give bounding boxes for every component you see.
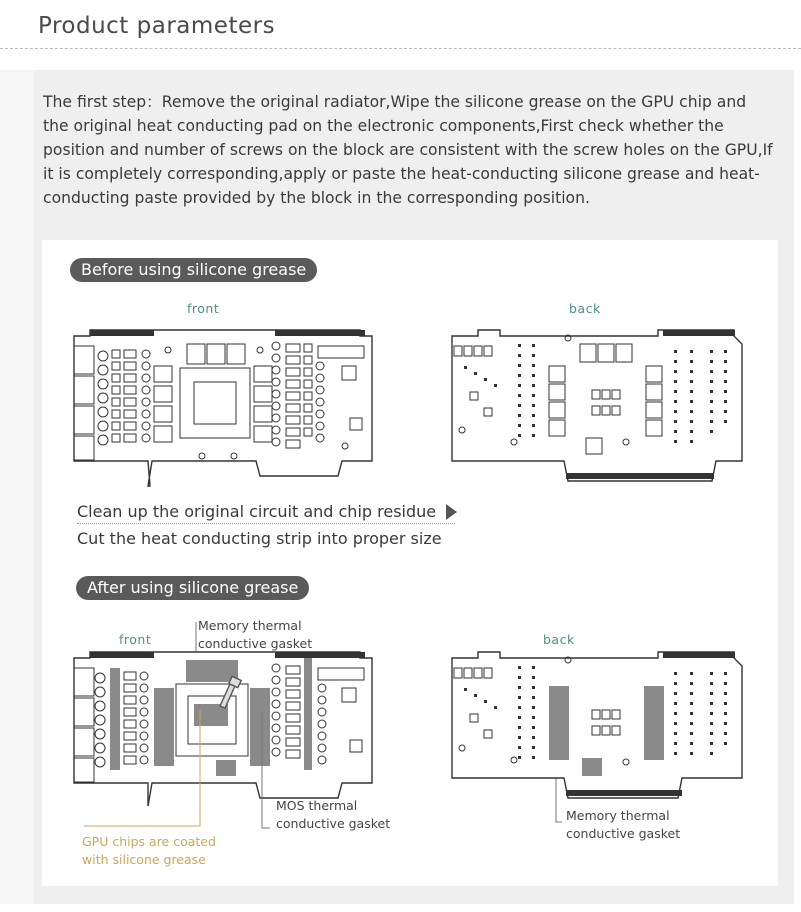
gpu-grease-callout: GPU chips are coated with silicone grease (82, 834, 216, 867)
before-back-label: back (569, 301, 601, 316)
after-back-board (448, 648, 748, 808)
step-clean: Clean up the original circuit and chip residue (77, 502, 437, 521)
before-front-label: front (187, 301, 220, 316)
before-badge: Before using silicone grease (70, 258, 317, 282)
after-back-label: back (543, 632, 575, 647)
page-title: Product parameters (38, 13, 276, 39)
after-front-label: front (119, 632, 152, 647)
mos-gasket-callout: MOS thermal conductive gasket (276, 798, 391, 831)
memory-gasket-callout: Memory thermal conductive gasket (198, 618, 313, 651)
step-cut: Cut the heat conducting strip into proper size (77, 529, 442, 548)
back-memory-gasket-callout: Memory thermal conductive gasket (566, 808, 681, 841)
intro-paragraph: The first step：Remove the original radiator,Wipe the silicone grease on the GPU chip and the original heat conducting pad on the electronic components,First check whether the position and number of screws on the block are consistent with the screw holes on the GPU,If it is completely corresponding,apply or paste the heat-conducting silicone grease and heat-conducting paste provided by the block in the corresponding position. (43, 93, 773, 207)
after-badge: After using silicone grease (76, 576, 309, 600)
